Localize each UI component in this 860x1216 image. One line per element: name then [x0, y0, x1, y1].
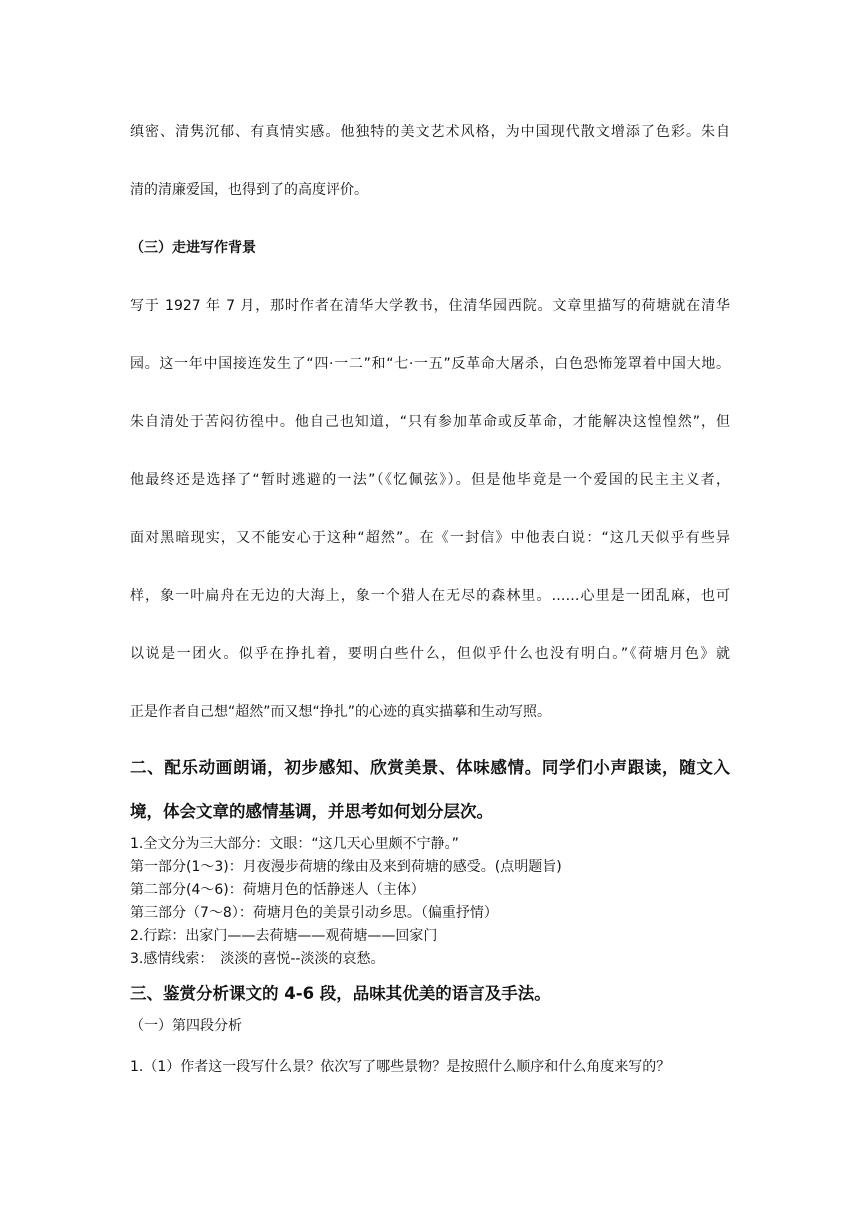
paragraph-line: 写于 1927 年 7 月，那时作者在清华大学教书，住清华园西院。文章里描写的荷塘就在清华 [130, 298, 730, 314]
section-heading: 境，体会文章的感情基调，并思考如何划分层次。 [130, 802, 493, 821]
list-item: 第二部分(4～6)：荷塘月色的恬静迷人（主体） [130, 882, 425, 898]
question-line: 1.（1）作者这一段写什么景？依次写了哪些景物？是按照什么顺序和什么角度来写的？ [130, 1059, 671, 1075]
paragraph-line: 样，象一叶扁舟在无边的大海上，象一个猎人在无尽的森林里。……心里是一团乱麻，也可 [130, 588, 730, 604]
list-item: 3.感情线索： 淡淡的喜悦--淡淡的哀愁。 [130, 951, 385, 967]
section-heading: （三）走进写作背景 [130, 240, 256, 256]
paragraph-line: 他最终还是选择了“暂时逃避的一法”（《忆佩弦》）。但是他毕竟是一个爱国的民主主义者， [130, 472, 730, 488]
list-item: 第三部分（7～8）：荷塘月色的美景引动乡思。（偏重抒情） [130, 905, 498, 921]
list-item: 1.全文分为三大部分：文眼：“这几天心里颇不宁静。” [130, 836, 459, 852]
paragraph-line: 清的清廉爱国，也得到了的高度评价。 [130, 182, 368, 198]
section-heading: 二、配乐动画朗诵，初步感知、欣赏美景、体味感情。同学们小声跟读，随文入 [130, 758, 730, 777]
paragraph-line: 以说是一团火。似乎在挣扎着，要明白些什么，但似乎什么也没有明白。”《荷塘月色》就 [130, 646, 730, 662]
paragraph-line: 朱自清处于苦闷彷徨中。他自己也知道，“只有参加革命或反革命，才能解决这惶惶然”，但 [130, 414, 730, 430]
list-item: 第一部分(1～3)：月夜漫步荷塘的缘由及来到荷塘的感受。(点明题旨) [130, 859, 562, 875]
list-item: 2.行踪：出家门——去荷塘——观荷塘——回家门 [130, 928, 438, 944]
subsection-heading: （一）第四段分析 [130, 1018, 242, 1034]
paragraph-line: 园。这一年中国接连发生了“四·一二”和“七·一五”反革命大屠杀，白色恐怖笼罩着中国大地。 [130, 356, 730, 372]
paragraph-line: 正是作者自己想“超然”而又想“挣扎”的心迹的真实描摹和生动写照。 [130, 704, 552, 720]
section-heading: 三、鉴赏分析课文的 4-6 段，品味其优美的语言及手法。 [130, 984, 551, 1003]
paragraph-line: 面对黑暗现实，又不能安心于这种“超然”。在《一封信》中他表白说：“这几天似乎有些异 [130, 530, 730, 546]
paragraph-line: 缜密、清隽沉郁、有真情实感。他独特的美文艺术风格，为中国现代散文增添了色彩。朱自 [130, 124, 730, 140]
